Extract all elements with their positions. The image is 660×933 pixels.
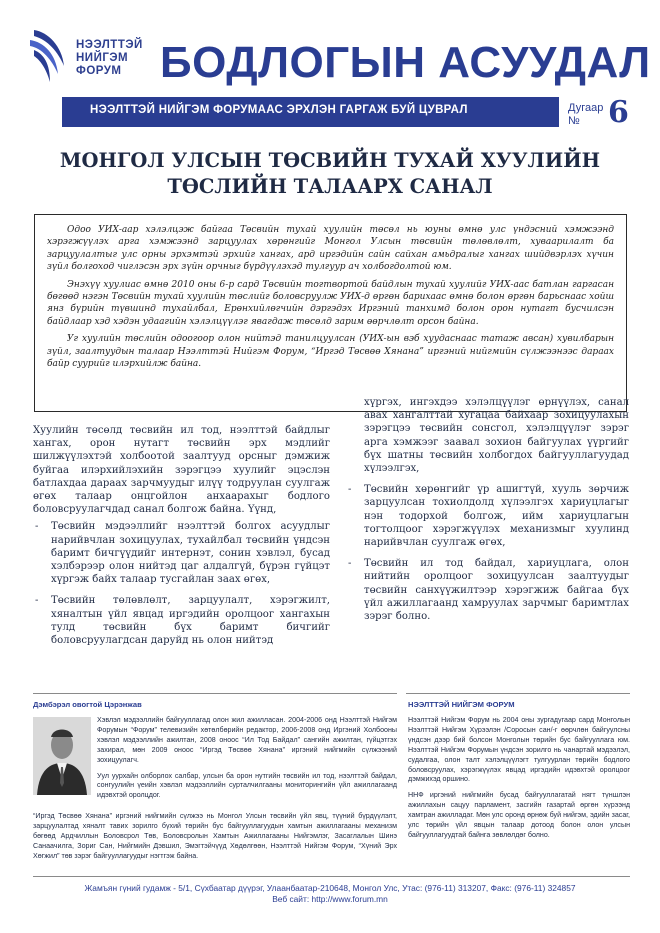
author-portrait-icon	[33, 717, 91, 795]
bullet-dash-icon: -	[35, 595, 39, 607]
bullet-text-3: Төсвийн хөрөнгийг үр ашигтүй, хууль зөрчиж зарцуулсан тохиолдолд хүлээлгэх хариуцлагыг нэн тодорхой болгож, ийм хариуцлагын тогтолцоог хэрэгжүүлэх механизмыг хуулинд нарийвчлан суулгаж өгөх,	[364, 484, 629, 549]
bullet-text-2: Төсвийн төлөвлөлт, зарцуулалт, хэрэгжилт, хяналтын үйл явцад иргэдийн оролцоог хангахын тулд төсвийн бүх баримт бичгийг боловсруулагдсан даруйд нь олон нийтэд	[51, 595, 330, 647]
forum-paragraph-1: Нээлттэй Нийгэм Форум нь 2004 оны зургадугаар сард Монголын Нээлттэй Нийгэм Хүрээлэн /Соросын сан/-г өөрчлөн байгуулсны үндсэн дээр бий болсон Монголын төрийн бус байгууллага юм. Нээлттэй Нийгэм Форумын үндсэн зорилго нь чанартай мэдээлэл, судалгаа, олон талт хэлэлцүүлэгт тулгуурлан төрийн бодлого боловсруулах, хэрэгжүүлэх явцад иргэдийн идэвхтэй оролцоог дэмжихэд оршино.	[408, 716, 630, 784]
body-right-column	[346, 396, 629, 631]
headline-line-1: МОНГОЛ УЛСЫН ТӨСВИЙН ТУХАЙ ХУУЛИЙН	[59, 149, 601, 172]
logo-line-1: НЭЭЛТТЭЙ	[76, 39, 143, 51]
author-section-title: Дэмбэрэл овогтой Цэрэнжав	[33, 700, 142, 709]
issue-label-word: Дугаар	[568, 102, 604, 114]
logo-text	[76, 39, 143, 78]
author-bio	[97, 716, 397, 807]
intro-paragraph-2: Энэхүү хуулиас өмнө 2010 оны 6-р сард Төсвийн тогтвортой байдлын тухай хуулийг УИХ-аас батлан гаргасан бөгөөд нэгэн Төсвийн тухай хуулийн төслийг боловсруулж УИХ-д өргөн барихаас өмнө болон өргөн барьснаас хойш янз бүрийн түвшинд тухайлбал, Ерөнхийлөгчийн дэргэдэх Иргэний танхимд болон орон нутагт бусчилсэн байдлаар хэд хэдэн удаагийн хэлэлцүүлэг явагдаж төсөлд зарим өөрчлөлт орсон байна.	[47, 279, 614, 327]
logo-swirl-icon	[28, 26, 70, 86]
publication-title: БОДЛОГЫН АСУУДАЛ	[160, 38, 651, 87]
body-intro-paragraph: Хуулийн төсөлд төсвийн ил тод, нээлттэй байдлыг хангах, орон нутагт төсвийн эрх мэдлийг шилжүүлэхтэй холбоотой заалтууд орсныг дэмжиж буйгаа илэрхийлэхийн зэрэгцээ хуулийг эцэслэн батлахдаа дараах зарчмуудыг илүү тодруулан суулгаж өгөх талаар онцгойлон анхаарахыг бодлого боловсруулагчдад санал болгож байна. Үүнд,	[33, 425, 330, 516]
series-banner-text: НЭЭЛТТЭЙ НИЙГЭМ ФОРУМААС ЭРХЛЭН ГАРГАЖ БУЙ ЦУВРАЛ	[90, 104, 468, 116]
author-photo	[33, 717, 91, 795]
network-description: “Иргэд Төсвөө Хянана” иргэний нийгмийн сүлжээ нь Монгол Улсын төсвийн үйл явц, түүний бүрдүүлэлт, зарцуулалтад хяналт тавих зорилго бүхий төрийн бус байгууллагуудын хамтын ажиллагааны механизм бөгөөд Ардчиллын Боловсрол Төв, Боловсролын Хамтын Ажиллагааны Нийгэмлэг, Засаглалын Шинэ Санаачилга, Зориг Сан, Нийгмийн Дэвшил, Эмэгтэйчүүд Хөдөлгөөн, Нээлттэй Нийгэм Форум, “Хүний Эрх Хөгжил” төв зэрэг байгууллагуудыг нэгтгэж байна.	[33, 812, 397, 860]
intro-box	[34, 214, 627, 412]
forum-logo[interactable]	[28, 26, 158, 92]
forum-description	[408, 716, 630, 847]
footer-address: Жамъян гүний гудамж - 5/1, Сүхбаатар дүүрэг, Улаанбаатар-210648, Монгол Улс, Утас: (976-11) 313207, Факс: (976-11) 324857	[84, 883, 576, 893]
author-bio-paragraph-2: Уул уурхайн олборлох салбар, улсын ба орон нутгийн төсвийн ил тод, нээлттэй байдал, сонгуулийн үеийн хэвлэл мэдээллийн сурталчилгааны мониторингийн үйл ажиллагаанд идэвхтэй оролцдог.	[97, 771, 397, 800]
logo-line-3: ФОРУМ	[76, 65, 122, 77]
section-divider	[33, 693, 397, 694]
intro-paragraph-3: Уг хуулийн төслийн одоогоор олон нийтэд танилцуулсан (УИХ-ын вэб хуудаснаас татаж авсан) хувилбарын зүйл, заалтуудын талаар Нээлттэй Нийгэм Форум, “Иргэд Төсвөө Хянана” иргэний нийгмийн сүлжээнээс дараах байр суурийг илэрхийлж байна.	[47, 334, 614, 370]
bullet-dash-icon: -	[348, 558, 352, 570]
logo-line-2: НИЙГЭМ	[76, 52, 129, 64]
bullet-dash-icon: -	[348, 484, 352, 496]
bullet-text-4: Төсвийн ил тод байдал, хариуцлага, олон нийтийн оролцоог зохицуулсан заалтуудыг төсвийн санхүүжилтээр хэрэгжиж байгаа бүх үйл ажиллагаанд хамруулах зарчмыг баримтлах зэрэг болно.	[364, 558, 629, 623]
intro-paragraph-1: Одоо УИХ-аар хэлэлцэж байгаа Төсвийн тухай хуулийн төсөл нь юуны өмнө улс үндэсний хэмжээнд хэрэгжүүлэх арга хэмжээнд зарцуулах хөрөнгийг Монгол Улсын төсвийн төлөвлөлт, хуваарилалт ба зарцуулалтыг улс орны эрхэмтэй эрхийг хангах, ард иргэдийн сайн сайхан амьдралыг хангах шийдвэрлэх хүчин зүйл болгоход чиглэсэн эрх зүйн орчныг бүрдүүлэхэд тулгуур ач холбогдолтой юм.	[47, 225, 614, 273]
bullet-continuation: хүргэх, ингэхдээ хэлэлцүүлэг өрнүүлэх, санал авах хангалттай хугацаа байхаар зохицуулахын зэрэгцээ төсвийн сонсгол, хэлэлцүүлэг зэрэг арга хэмжээг заавал зохион байгуулах үүргийг бүх шатны төсвийн холбогдох байгууллагуудад хүлээлгэх,	[364, 397, 629, 475]
footer-website-link[interactable]: Веб сайт: http://www.forum.mn	[272, 894, 388, 904]
bullet-text-1: Төсвийн мэдээллийг нээлттэй болгох асуудлыг нарийвчлан зохицуулах, тухайлбал төсвийн үндсэн баримт бичгүүдийг интернэт, сонин хэвлэл, бусад хэлбэрээр олон нийтэд цаг алдалгүй, бүрэн гүйцэт хүргэж байх талаар тусгайлан заах өгөх,	[51, 521, 330, 586]
forum-paragraph-2: ННФ иргэний нийгмийн бусад байгууллагатай нягт түншлэн ажиллахын сацуу парламент, засгийн газартай өргөн хүрээнд хамтран ажилладаг. Мөн улс оронд өрнөж буй нийгэм, эдийн засаг, улс төрийн үйл явцын талаар дотоод болон олон улсын байгууллагуудтай байнга зөвлөлдөг болно.	[408, 791, 630, 839]
author-bio-paragraph-1: Хэвлэл мэдээллийн байгууллагад олон жил ажилласан. 2004-2006 онд Нээлттэй Нийгэм Форумын “Форум” телевизийн хөтөлбөрийн редактор, 2006-2008 онд Иргэний Холбооны хэвлэл мэдээллийн ажилтан, 2008 оноос “Ил Тод Байдал” сангийн ажилтан, гүйцэтгэх захирал, мөн 2009 оноос “Иргэд Төсвөө Хянана” иргэний нийгмийн сүлжээний зохицуулагч.	[97, 716, 397, 764]
article-headline	[30, 148, 630, 200]
bullet-item	[346, 483, 629, 549]
footer-contact	[0, 883, 660, 905]
headline-line-2: ТӨСЛИЙН ТАЛААРХ САНАЛ	[167, 175, 493, 198]
bullet-item	[346, 557, 629, 623]
forum-section-title: НЭЭЛТТЭЙ НИЙГЭМ ФОРУМ	[408, 700, 515, 709]
bullet-item	[33, 520, 330, 586]
body-left-column	[33, 424, 330, 655]
section-divider	[406, 693, 630, 694]
issue-label	[568, 102, 603, 128]
bullet-dash-icon: -	[35, 521, 39, 533]
issue-number: 6	[608, 95, 629, 130]
bullet-item	[33, 594, 330, 647]
footer-divider	[33, 876, 630, 877]
issue-label-sign: №	[568, 115, 580, 127]
